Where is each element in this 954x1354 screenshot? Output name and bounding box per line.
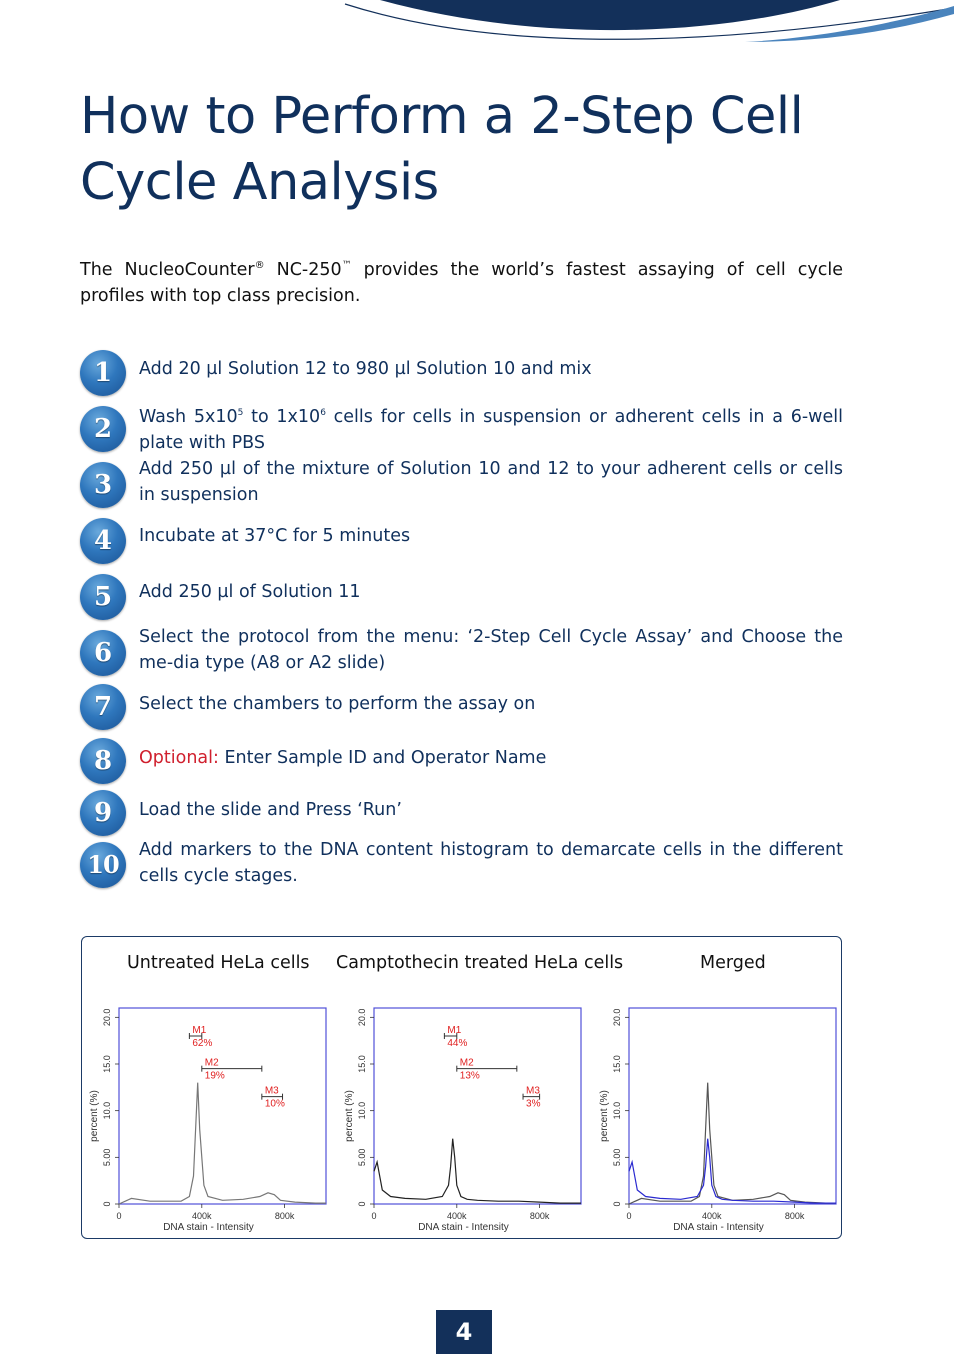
- step-number-badge: 6: [80, 630, 126, 676]
- plot-frame: [119, 1008, 326, 1204]
- marker-percent-label: 62%: [192, 1038, 213, 1049]
- marker-percent-label: 13%: [459, 1070, 480, 1082]
- marker-percent-label: 3%: [526, 1098, 541, 1110]
- y-tick-label: 5.00: [612, 1148, 622, 1167]
- histogram-series-line: [629, 1139, 836, 1203]
- y-tick-label: 15.0: [357, 1055, 367, 1073]
- marker-name-label: M1: [192, 1025, 207, 1036]
- x-axis-label: DNA stain - Intensity: [163, 1222, 254, 1233]
- step-text: Load the slide and Press ‘Run’: [139, 800, 402, 820]
- histogram-series-line: [119, 1083, 326, 1204]
- page-number: 4: [436, 1310, 492, 1354]
- panel-title-merged: Merged: [700, 953, 766, 973]
- y-tick-label: 0: [102, 1201, 112, 1207]
- step-number-badge: 9: [80, 790, 126, 836]
- step-number-badge: 5: [80, 574, 126, 620]
- marker-name-label: M2: [459, 1057, 474, 1069]
- x-tick-label: 400k: [447, 1211, 467, 1221]
- histogram-chart-untreated: [86, 1000, 336, 1238]
- step-number-badge: 8: [80, 738, 126, 784]
- step-number-badge: 4: [80, 518, 126, 564]
- step-number-badge: 1: [80, 350, 126, 396]
- y-tick-label: 20.0: [102, 1008, 112, 1027]
- step-number-badge: 2: [80, 406, 126, 452]
- y-tick-label: 0: [612, 1201, 622, 1207]
- histogram-chart-merged: [596, 1000, 846, 1238]
- panel-title-camptothecin: Camptothecin treated HeLa cells: [336, 953, 624, 973]
- step-text: Wash $5x10^5$ to $1x10^6$ cells for cells in suspension or adherent cells in a 6-well plate with PBS: [139, 406, 843, 453]
- step-text: Add 250 µl of the mixture of Solution 10 and 12 to your adherent cells or cells in suspension: [139, 459, 843, 505]
- y-tick-label: 5.00: [102, 1148, 112, 1167]
- x-tick-label: 800k: [529, 1211, 550, 1221]
- y-tick-label: 15.0: [612, 1055, 622, 1073]
- header-swoosh: [0, 0, 954, 80]
- plot-frame: [374, 1008, 581, 1204]
- x-tick-label: 0: [371, 1211, 377, 1221]
- y-axis-label: percent (%): [89, 1090, 100, 1142]
- step-text: Optional: Enter Sample ID and Operator Name: [139, 748, 547, 768]
- step-text: Select the chambers to perform the assay on: [139, 694, 536, 714]
- y-axis-label: percent (%): [344, 1090, 355, 1142]
- marker-name-label: M2: [204, 1057, 219, 1069]
- marker-name-label: M3: [526, 1085, 540, 1097]
- x-tick-label: 400k: [192, 1211, 212, 1221]
- x-tick-label: 800k: [784, 1211, 805, 1221]
- marker-name-label: M3: [264, 1085, 279, 1097]
- plot-frame: [629, 1008, 836, 1204]
- histogram-chart-camptothecin: [341, 1000, 591, 1238]
- marker-percent-label: 19%: [204, 1070, 225, 1082]
- step-number-badge: 7: [80, 684, 126, 730]
- x-axis-label: DNA stain - Intensity: [418, 1222, 509, 1233]
- y-tick-label: 10.0: [102, 1101, 112, 1120]
- step-text: Incubate at 37°C for 5 minutes: [139, 526, 411, 546]
- step-text: Add 250 µl of Solution 11: [139, 582, 361, 602]
- intro-paragraph: The NucleoCounter® NC-250™ provides the world’s fastest assaying of cell cycle profiles with top class precision.: [80, 259, 843, 306]
- y-tick-label: 10.0: [357, 1101, 367, 1120]
- step-text: Add 20 µl Solution 12 to 980 µl Solution 10 and mix: [139, 359, 592, 379]
- x-tick-label: 800k: [274, 1211, 295, 1221]
- y-tick-label: 20.0: [612, 1008, 622, 1027]
- marker-name-label: M1: [447, 1025, 462, 1036]
- y-tick-label: 0: [357, 1201, 367, 1207]
- y-axis-label: percent (%): [599, 1090, 610, 1142]
- panel-title-untreated: Untreated HeLa cells: [127, 953, 310, 973]
- x-tick-label: 0: [626, 1211, 632, 1221]
- step-number-badge: 10: [80, 842, 126, 888]
- marker-percent-label: 44%: [447, 1038, 468, 1049]
- step-text: Add markers to the DNA content histogram to demarcate cells in the different cells cycle stages.: [139, 840, 843, 886]
- histogram-series-line: [629, 1083, 836, 1204]
- marker-percent-label: 10%: [264, 1098, 285, 1110]
- page-title: How to Perform a 2-Step Cell Cycle Analysis: [80, 87, 804, 212]
- step-number-badge: 3: [80, 462, 126, 508]
- x-axis-label: DNA stain - Intensity: [673, 1222, 764, 1233]
- y-tick-label: 5.00: [357, 1148, 367, 1167]
- optional-label: Optional:: [139, 748, 219, 768]
- y-tick-label: 20.0: [357, 1008, 367, 1027]
- x-tick-label: 400k: [702, 1211, 722, 1221]
- y-tick-label: 10.0: [612, 1101, 622, 1120]
- histogram-series-line: [374, 1139, 581, 1203]
- step-text: Select the protocol from the menu: ‘2-Step Cell Cycle Assay’ and Choose the me-dia type (A8 or A2 slide): [139, 627, 843, 673]
- y-tick-label: 15.0: [102, 1055, 112, 1073]
- x-tick-label: 0: [116, 1211, 122, 1221]
